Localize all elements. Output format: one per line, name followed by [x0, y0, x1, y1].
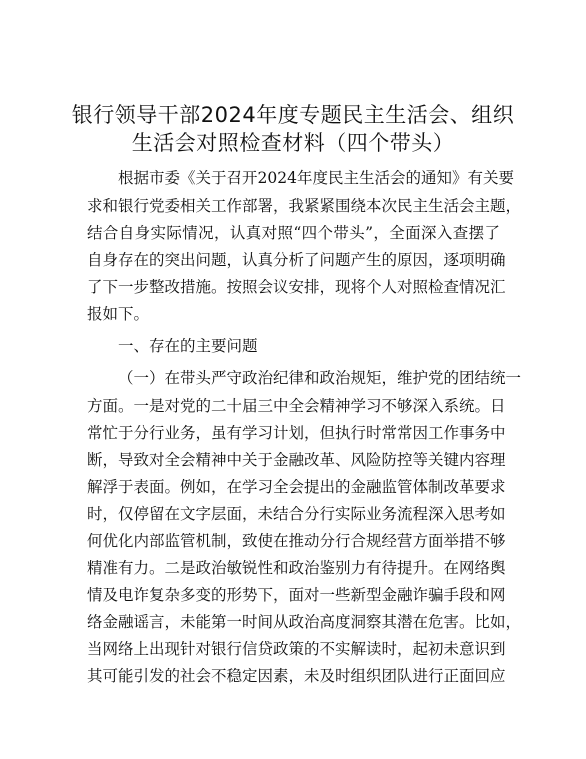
document-title-line-2: 生活会对照检查材料（四个带头） [131, 131, 455, 155]
intro-paragraph-line: 根据市委《关于召开2024年度民主生活会的通知》有关要 [118, 169, 514, 187]
body-paragraph-line: 断，导致对全会精神中关于金融改革、风险防控等关键内容理 [87, 451, 506, 469]
body-paragraph-line: 何优化内部监管机制，致使在推动分行合规经营方面举措不够 [87, 532, 506, 550]
intro-paragraph-line: 结合自身实际情况，认真对照“四个带头”，全面深入查摆了 [87, 224, 500, 242]
body-paragraph-line: 其可能引发的社会不稳定因素，未及时组织团队进行正面回应 [87, 667, 506, 685]
body-paragraph-line: 解浮于表面。例如，在学习全会提出的金融监管体制改革要求 [87, 478, 506, 496]
intro-paragraph-line: 自身存在的突出问题，认真分析了问题产生的原因，逐项明确 [87, 251, 506, 269]
body-paragraph-line: 精准有力。二是政治敏锐性和政治鉴别力有待提升。在网络舆 [87, 559, 506, 577]
body-paragraph-line: 方面。一是对党的二十届三中全会精神学习不够深入系统。日 [87, 397, 506, 415]
body-paragraph-line: 当网络上出现针对银行信贷政策的不实解读时，起初未意识到 [87, 640, 506, 658]
body-paragraph-line: （一）在带头严守政治纪律和政治规矩，维护党的团结统一 [118, 369, 522, 387]
body-paragraph-line: 络金融谣言，未能第一时间从政治高度洞察其潜在危害。比如， [87, 613, 522, 631]
document-title-line-1: 银行领导干部2024年度专题民主生活会、组织 [71, 103, 515, 127]
intro-paragraph-line: 求和银行党委相关工作部署，我紧紧围绕本次民主生活会主题， [87, 197, 522, 215]
body-paragraph-line: 时，仅停留在文字层面，未结合分行实际业务流程深入思考如 [87, 505, 506, 523]
body-paragraph-line: 情及电诈复杂多变的形势下，面对一些新型金融诈骗手段和网 [87, 586, 506, 604]
section-heading: 一、存在的主要问题 [118, 337, 258, 355]
body-paragraph-line: 常忙于分行业务，虽有学习计划，但执行时常常因工作事务中 [87, 424, 506, 442]
intro-paragraph-line: 了下一步整改措施。按照会议安排，现将个人对照检查情况汇 [87, 278, 506, 296]
intro-paragraph-line: 报如下。 [87, 305, 150, 323]
